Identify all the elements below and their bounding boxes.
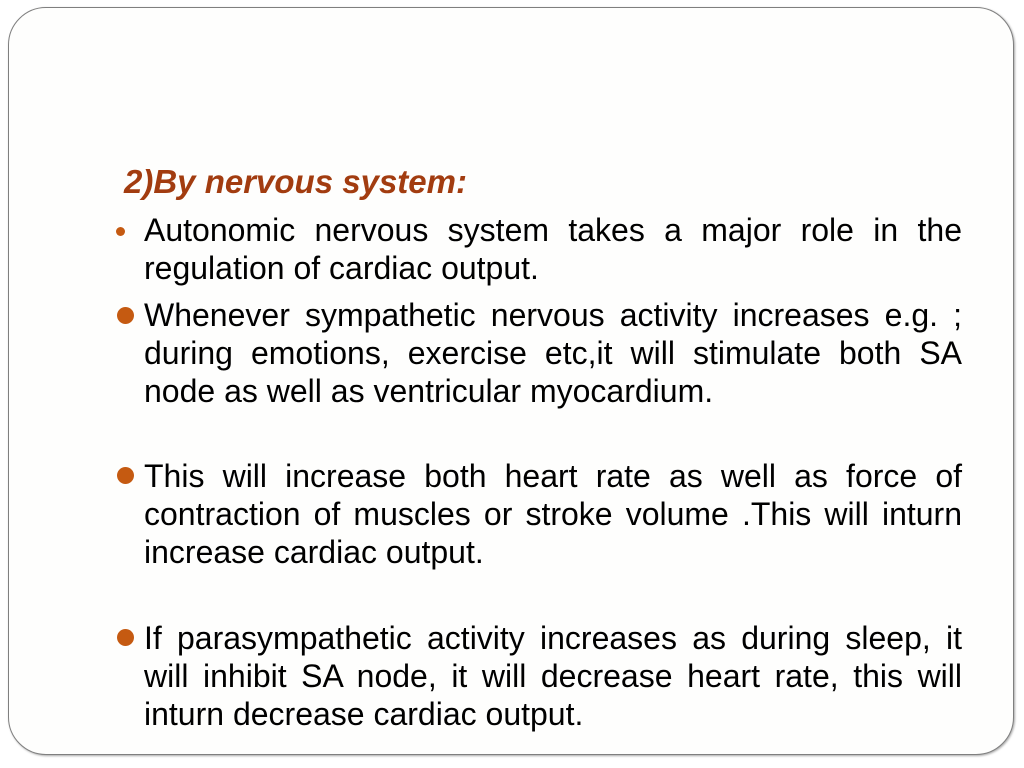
slide-heading: 2)By nervous system: [124,163,467,200]
bullet-dot-icon [117,467,134,484]
bullet-item-1: Autonomic nervous system takes a major role in the regulation of cardiac output. [144,212,962,286]
bullet-item-3: This will increase both heart rate as well as force of contraction of muscles or stroke volume .This will inturn increase cardiac output. [144,458,962,570]
bullet-item-2: Whenever sympathetic nervous activity increases e.g. ; during emotions, exercise etc,it will stimulate both SA node as well as ventricular myocardium. [144,297,962,409]
bullet-dot-icon [117,629,134,646]
bullet-dot-icon [117,307,134,324]
bullet-dot-icon [116,227,125,236]
bullet-item-4: If parasympathetic activity increases as during sleep, it will inhibit SA node, it will decrease heart rate, this will inturn decrease cardiac output. [144,620,962,732]
